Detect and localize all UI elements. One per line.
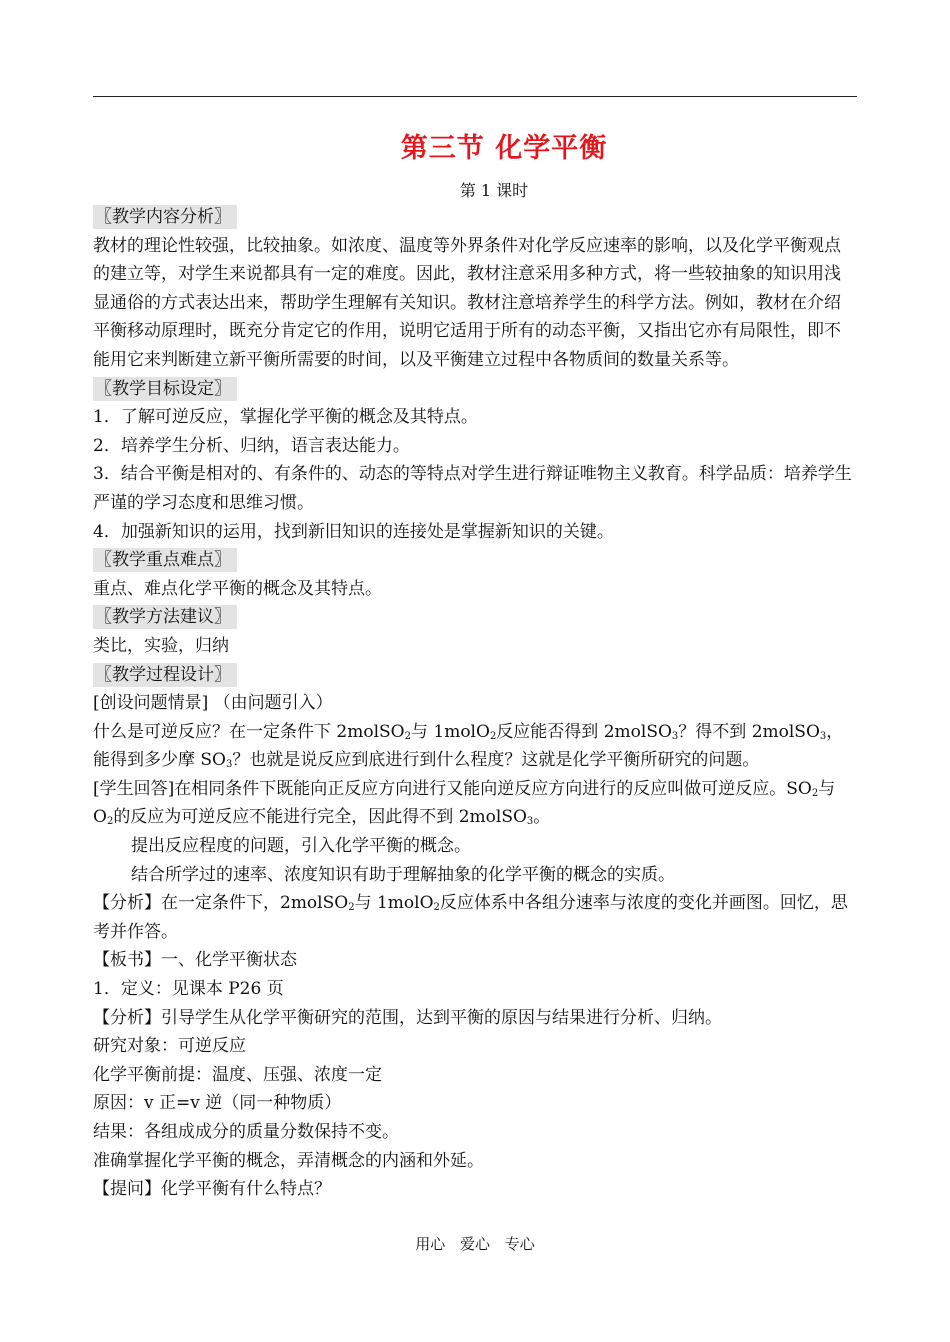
intro-line-2: 结合所学过的速率、浓度知识有助于理解抽象的化学平衡的概念的实质。 (131, 864, 675, 885)
question-paragraph: 什么是可逆反应？在一定条件下 2molSO$_2$与 1molO$_2$反应能否得到 2molSO$_3$？得不到 2molSO$_3$，能得到多少摩 $SO_3$？也就是说反应到底进行到什么程度？这就是化学平衡所研究的问题。 (93, 721, 844, 771)
goal-item-2: 2．培养学生分析、归纳，语言表达能力。 (93, 435, 410, 456)
premise-line: 化学平衡前提：温度、压强、浓度一定 (93, 1064, 382, 1085)
key-points-text: 重点、难点化学平衡的概念及其特点。 (93, 578, 382, 599)
page-footer: 用心 爱心 专心 (415, 1235, 535, 1253)
section-heading-goals: 〖教学目标设定〗 (93, 377, 237, 401)
analysis-paragraph: 教材的理论性较强，比较抽象。如浓度、温度等外界条件对化学反应速率的影响，以及化学平衡观点的建立等，对学生来说都具有一定的难度。因此，教材注意采用多种方式，将一些较抽象的知识用浅显通俗的方式表达出来，帮助学生理解有关知识。教材注意培养学生的科学方法。例如，教材在介绍平衡移动原理时，既充分肯定它的作用，说明它适用于所有的动态平衡，又指出它亦有局限性，即不能用它来判断建立新平衡所需要的时间，以及平衡建立过程中各物质间的数量关系等。 (93, 235, 841, 370)
header-rule (93, 96, 857, 97)
lesson-subtitle: 第 1 课时 (459, 181, 529, 200)
definition-line: 1．定义：见课本 P26 页 (93, 979, 284, 1000)
goal-item-1: 1．了解可逆反应，掌握化学平衡的概念及其特点。 (93, 407, 478, 428)
board-line: 【板书】一、化学平衡状态 (93, 950, 297, 971)
section-heading-analysis: 〖教学内容分析〗 (93, 205, 237, 229)
goal-item-3: 3．结合平衡是相对的、有条件的、动态的等特点对学生进行辩证唯物主义教育。科学品质：培养学生严谨的学习态度和思维习惯。 (93, 464, 852, 513)
cause-line: 原因：v 正=v 逆（同一种物质） (93, 1093, 342, 1114)
scenario-line: [创设问题情景] （由问题引入） (93, 693, 333, 714)
document-body (93, 203, 857, 1204)
student-answer-paragraph: [学生回答]在相同条件下既能向正反应方向进行又能向逆反应方向进行的反应叫做可逆反应。$SO_2$与 $O_2$的反应为可逆反应不能进行完全，因此得不到 2molSO$_3$。 (93, 778, 836, 828)
intro-line-1: 提出反应程度的问题，引入化学平衡的概念。 (131, 836, 471, 857)
research-object-line: 研究对象：可逆反应 (93, 1036, 246, 1057)
question-line: 【提问】化学平衡有什么特点？ (93, 1179, 331, 1200)
goal-item-4: 4．加强新知识的运用，找到新旧知识的连接处是掌握新知识的关键。 (93, 521, 614, 542)
section-heading-key-points: 〖教学重点难点〗 (93, 548, 237, 572)
page-title: 第三节 化学平衡 (400, 133, 608, 164)
grasp-line: 准确掌握化学平衡的概念，弄清概念的内涵和外延。 (93, 1150, 484, 1171)
methods-text: 类比，实验，归纳 (93, 635, 229, 656)
analysis-2-line: 【分析】引导学生从化学平衡研究的范围，达到平衡的原因与结果进行分析、归纳。 (93, 1007, 722, 1028)
analysis-1-paragraph: 【分析】在一定条件下，2molSO$_2$与 1molO$_2$反应体系中各组分速率与浓度的变化并画图。回忆，思考并作答。 (93, 893, 848, 942)
result-line: 结果：各组成成分的质量分数保持不变。 (93, 1122, 399, 1142)
section-heading-methods: 〖教学方法建议〗 (93, 605, 237, 629)
section-heading-process: 〖教学过程设计〗 (93, 663, 237, 687)
